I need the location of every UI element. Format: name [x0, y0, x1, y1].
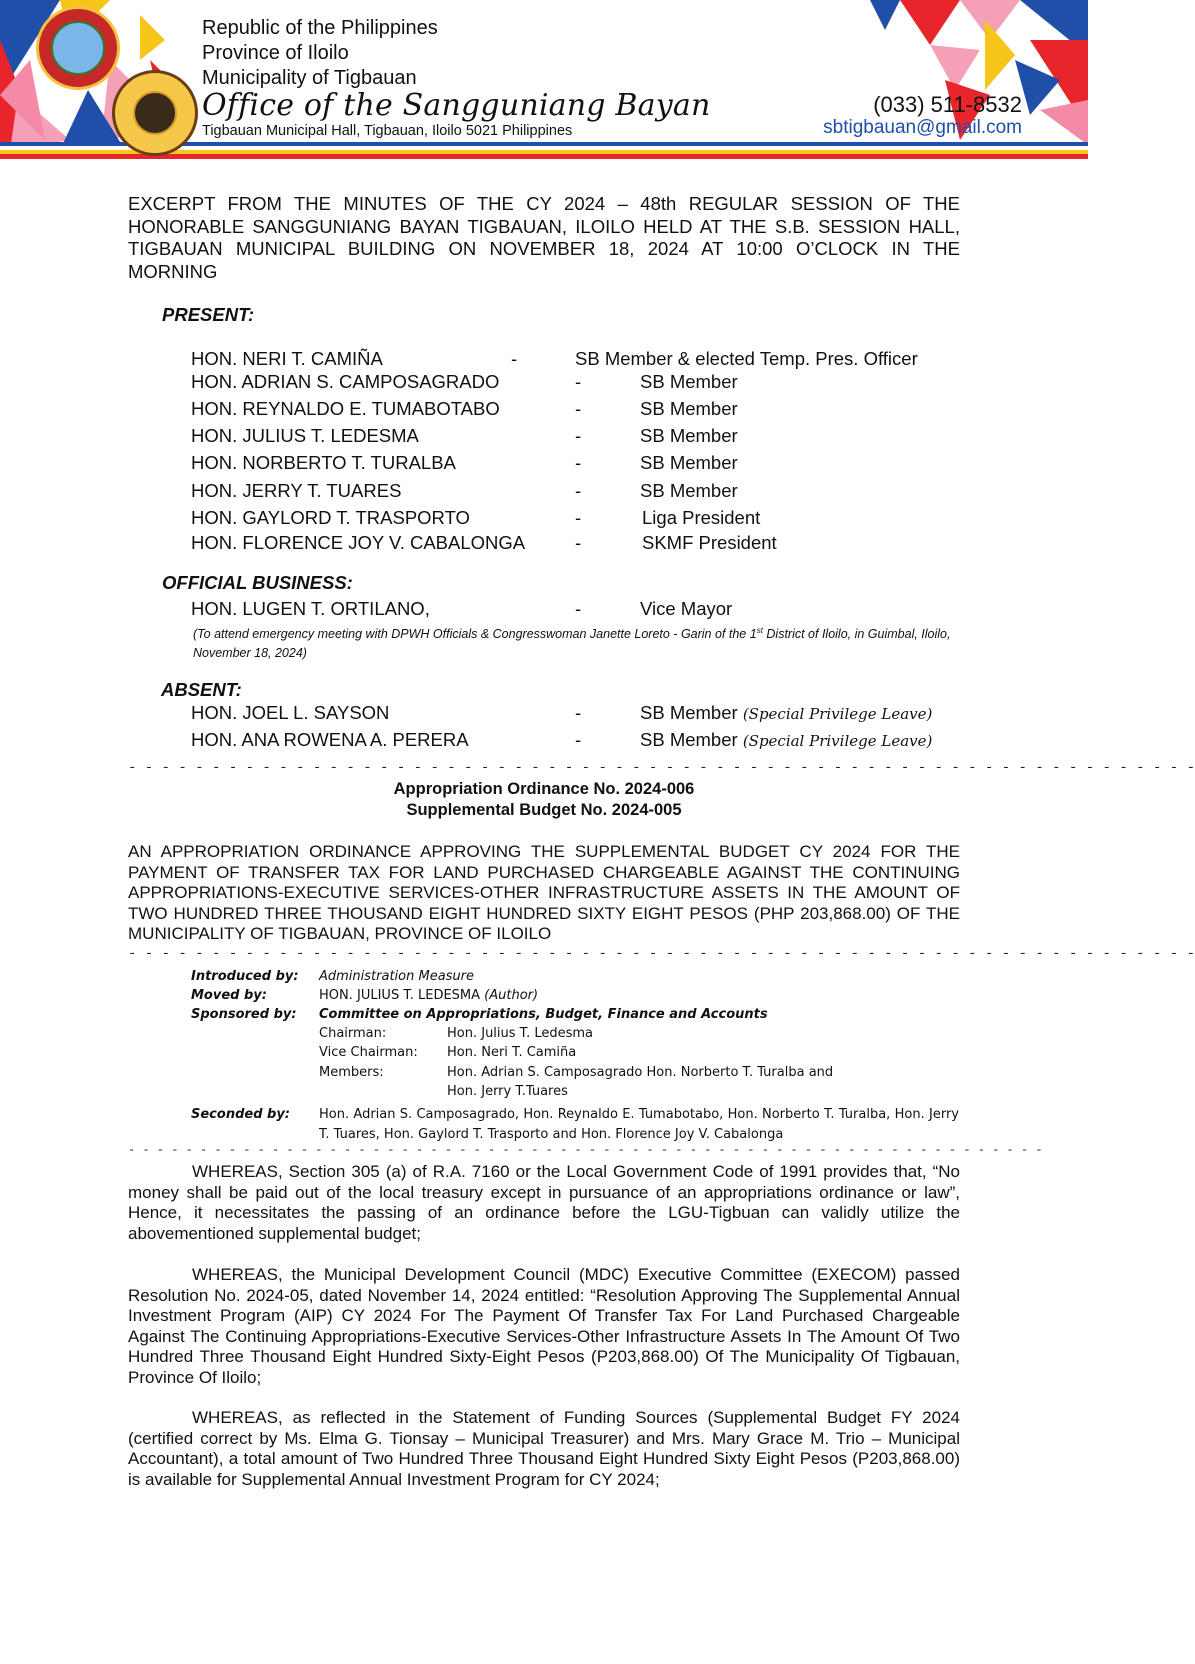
members-value: Hon. Adrian S. Camposagrado Hon. Norberto T. Turalba and — [447, 1065, 834, 1080]
absent-heading: ABSENT: — [161, 679, 242, 700]
introduced-label: Introduced by: — [191, 969, 299, 984]
member-role: SB Member — [640, 371, 738, 392]
sangguniang-bayan-seal-icon — [112, 70, 198, 156]
seconded-label: Seconded by: — [191, 1107, 291, 1122]
chairman-label: Chairman: — [319, 1026, 387, 1041]
whereas-clause: WHEREAS, as reflected in the Statement of Funding Sources (Supplemental Budget FY 2024 (certified correct by Ms. Elma G. Tionsay – Municipal Treasurer) and Mrs. Mary Grace M. Trio – Municipal Accountant), a total amount of Two Hundred Three Thousand Eight Hundred Sixty Eight Pesos (P203,868.00) is available for Supplemental Annual Investment Program for CY 2024; — [128, 1408, 960, 1489]
municipality-seal-icon — [36, 6, 120, 90]
member-name: HON. ANA ROWENA A. PERERA — [191, 729, 469, 750]
member-name: HON. NORBERTO T. TURALBA — [191, 452, 456, 473]
letterhead — [0, 0, 1088, 160]
office-email[interactable]: sbtigbauan@gmail.com — [823, 117, 1022, 138]
leave-note: (Special Privilege Leave) — [742, 705, 933, 723]
letterhead-lines — [202, 16, 438, 91]
vice-chairman-value: Hon. Neri T. Camiña — [447, 1045, 577, 1060]
minutes-excerpt: EXCERPT FROM THE MINUTES OF THE CY 2024 – 48th REGULAR SESSION OF THE HONORABLE SANGGUNIANG BAYAN TIGBAUAN, ILOILO HELD AT THE S.B. SESSION HALL, TIGBAUAN MUNICIPAL BUILDING ON NOVEMBER 18, 2024 AT 10:00 O’CLOCK IN THE MORNING — [128, 193, 960, 282]
vice-chairman-label: Vice Chairman: — [319, 1045, 418, 1060]
present-heading: PRESENT: — [162, 304, 255, 325]
member-name: HON. ADRIAN S. CAMPOSAGRADO — [191, 371, 500, 392]
member-role: SB Member — [640, 480, 738, 501]
republic-line: Republic of the Philippines — [202, 17, 438, 39]
member-role: Vice Mayor — [640, 598, 733, 619]
member-name: HON. FLORENCE JOY V. CABALONGA — [191, 532, 526, 553]
member-name: HON. LUGEN T. ORTILANO, — [191, 598, 430, 619]
introduced-value: Administration Measure — [319, 969, 475, 984]
moved-value: HON. JULIUS T. LEDESMA (Author) — [319, 988, 539, 1003]
chairman-value: Hon. Julius T. Ledesma — [447, 1026, 594, 1041]
whereas-clause: WHEREAS, Section 305 (a) of R.A. 7160 or the Local Government Code of 1991 provides that, “No money shall be paid out of the local treasury except in pursuance of an appropriations ordinance or law”, Hence, it necessitates the passing of an ordinance before the LGU-Tigbuan can validly utilize the abovementioned supplemental budget; — [128, 1162, 960, 1243]
member-role: SB Member & elected Temp. Pres. Officer — [575, 348, 918, 369]
municipality-line: Municipality of Tigbauan — [202, 67, 417, 89]
member-name: HON. JOEL L. SAYSON — [191, 702, 390, 723]
ordinance-number: Appropriation Ordinance No. 2024-006 — [393, 780, 695, 798]
official-business-note: (To attend emergency meeting with DPWH Officials & Congresswoman Janette Loreto - Garin of the 1st District of Iloilo, in Guimbal, Iloilo, November 18, 2024) — [193, 626, 951, 661]
seconded-value: Hon. Adrian S. Camposagrado, Hon. Reynaldo E. Tumabotabo, Hon. Norberto T. Turalba, Hon. Jerry T. Tuares, Hon. Gaylord T. Trasporto and Hon. Florence Joy V. Cabalonga — [319, 1107, 959, 1142]
members-label: Members: — [319, 1065, 384, 1080]
member-role: SKMF President — [642, 532, 777, 553]
office-address: Tigbauan Municipal Hall, Tigbauan, Iloilo 5021 Philippines — [202, 123, 573, 139]
separator-line: - - - - - - - - - - - - - - - - - - - - - - - - - - - - - - - - - - - - - - - - - - - - - - - - - - - - - - - - - - - - - - - - — [128, 946, 1195, 962]
member-name: HON. JERRY T. TUARES — [191, 480, 402, 501]
member-role: Liga President — [642, 507, 761, 528]
ordinance-title: AN APPROPRIATION ORDINANCE APPROVING THE SUPPLEMENTAL BUDGET CY 2024 FOR THE PAYMENT OF TRANSFER TAX FOR LAND PURCHASED CHARGEABLE AGAINST THE CONTINUING APPROPRIATIONS-EXECUTIVE SERVICES-OTHER INFRASTRUCTURE ASSETS IN THE AMOUNT OF TWO HUNDRED THREE THOUSAND EIGHT HUNDRED SIXTY EIGHT PESOS (PHP 203,868.00) OF THE MUNICIPALITY OF TIGBAUAN, PROVINCE OF ILOILO — [128, 842, 960, 943]
member-role: SB Member (Special Privilege Leave) — [640, 729, 933, 750]
member-name: HON. GAYLORD T. TRASPORTO — [191, 507, 470, 528]
members-value: Hon. Jerry T.Tuares — [447, 1084, 568, 1099]
member-name: HON. JULIUS T. LEDESMA — [191, 425, 419, 446]
leave-note: (Special Privilege Leave) — [742, 732, 933, 750]
budget-number: Supplemental Budget No. 2024-005 — [406, 801, 682, 819]
official-business-heading: OFFICIAL BUSINESS: — [162, 572, 353, 593]
moved-label: Moved by: — [191, 988, 267, 1003]
province-line: Province of Iloilo — [202, 42, 349, 64]
member-role: SB Member — [640, 425, 738, 446]
member-name: HON. REYNALDO E. TUMABOTABO — [191, 398, 500, 419]
member-role: SB Member — [640, 398, 738, 419]
office-title: Office of the Sangguniang Bayan — [202, 88, 711, 123]
member-role: SB Member (Special Privilege Leave) — [640, 702, 933, 723]
member-name: HON. NERI T. CAMIÑA — [191, 348, 383, 369]
member-role: SB Member — [640, 452, 738, 473]
sponsored-value: Committee on Appropriations, Budget, Finance and Accounts — [319, 1007, 768, 1022]
separator-line: - - - - - - - - - - - - - - - - - - - - - - - - - - - - - - - - - - - - - - - - - - - - - - - - - - - - - - - - - - - - - - - - — [128, 1143, 1043, 1157]
whereas-clause: WHEREAS, the Municipal Development Council (MDC) Executive Committee (EXECOM) passed Resolution No. 2024-05, dated November 14, 2024 entitled: “Resolution Approving The Supplemental Annual Investment Program (AIP) CY 2024 For The Payment Of Transfer Tax For Land Purchased Chargeable Against The Continuing Appropriations-Executive Services-Other Infrastructure Assets In The Amount Of Two Hundred Three Thousand Eight Hundred Sixty-Eight Pesos (P203,868.00) Of The Municipality Of Tigbauan, Province Of Iloilo; — [128, 1265, 960, 1387]
separator-line: - - - - - - - - - - - - - - - - - - - - - - - - - - - - - - - - - - - - - - - - - - - - - - - - - - - - - - - - - - - - - - - - — [128, 760, 1195, 776]
office-phone: (033) 511-8532 — [873, 92, 1022, 117]
sponsored-label: Sponsored by: — [191, 1007, 297, 1022]
